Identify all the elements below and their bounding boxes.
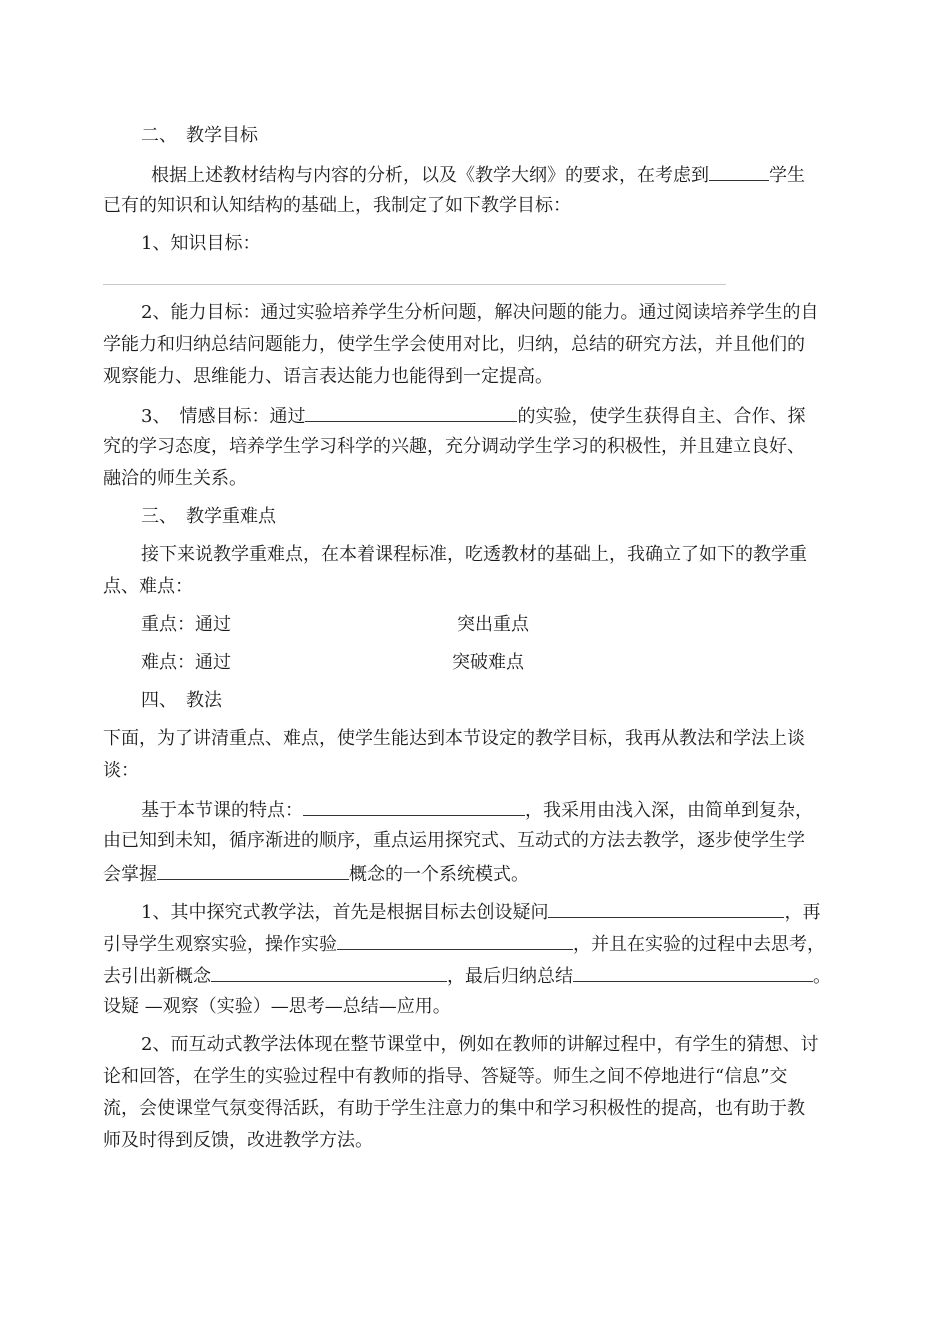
text: 基于本节课的特点： — [141, 800, 303, 821]
paragraph-line: 谈： — [103, 760, 139, 781]
fill-blank — [303, 798, 525, 816]
fill-blank — [548, 900, 784, 918]
fill-blank — [709, 163, 769, 181]
fill-blank — [337, 932, 573, 950]
fill-blank — [211, 964, 447, 982]
paragraph-line — [141, 900, 820, 924]
text: 引导学生观察实验，操作实验 — [103, 934, 337, 955]
difficulty-label: 难点：通过 — [141, 652, 231, 673]
focus-label: 重点：通过 — [141, 614, 231, 635]
fill-blank — [157, 862, 349, 880]
text: 1、其中探究式教学法，首先是根据目标去创设疑问 — [141, 902, 549, 923]
paragraph-line: 2、能力目标：通过实验培养学生分析问题，解决问题的能力。通过阅读培养学生的自 — [141, 302, 819, 323]
paragraph-line: 融洽的师生关系。 — [103, 468, 247, 489]
difficulty-tail: 突破难点 — [452, 652, 524, 673]
paragraph-line: 接下来说教学重难点，在本着课程标准，吃透教材的基础上，我确立了如下的教学重 — [141, 544, 807, 565]
text: 的实验，使学生获得自主、合作、探 — [517, 406, 806, 427]
section-heading-key-points: 三、 教学重难点 — [141, 506, 276, 527]
text: ，并且在实验的过程中去思考， — [573, 934, 825, 955]
knowledge-goal-label: 1、知识目标： — [141, 233, 261, 254]
fill-blank — [305, 404, 517, 422]
paragraph-line — [103, 932, 825, 956]
focus-tail: 突出重点 — [457, 614, 529, 635]
paragraph-line — [141, 404, 805, 428]
paragraph-line — [103, 862, 529, 886]
section-heading-method: 四、 教法 — [141, 690, 222, 711]
paragraph-line: 流，会使课堂气氛变得活跃，有助于学生注意力的集中和学习积极性的提高，也有助于教 — [103, 1098, 805, 1119]
blank-rule — [103, 284, 726, 285]
paragraph-line: 由已知到未知，循序渐进的顺序，重点运用探究式、互动式的方法去教学，逐步使学生学 — [103, 830, 805, 851]
paragraph-line: 点、难点： — [103, 576, 193, 597]
text: ，最后归纳总结 — [447, 966, 573, 987]
paragraph-line: 设疑 —观察（实验）—思考—总结—应用。 — [103, 996, 451, 1017]
text: 。 — [813, 966, 831, 987]
paragraph-line: 师及时得到反馈，改进教学方法。 — [103, 1130, 373, 1151]
paragraph-line: 2、而互动式教学法体现在整节课堂中，例如在教师的讲解过程中，有学生的猜想、讨 — [141, 1034, 819, 1055]
section-heading-teaching-goals: 二、 教学目标 — [141, 125, 258, 146]
paragraph-line — [103, 964, 831, 988]
paragraph-line: 下面，为了讲清重点、难点，使学生能达到本节设定的教学目标，我再从教法和学法上谈 — [103, 728, 805, 749]
paragraph-line: 学能力和归纳总结问题能力，使学生学会使用对比，归纳，总结的研究方法，并且他们的 — [103, 334, 805, 355]
paragraph-line — [151, 163, 805, 187]
paragraph-line: 观察能力、思维能力、语言表达能力也能得到一定提高。 — [103, 366, 553, 387]
paragraph-line: 究的学习态度，培养学生学习科学的兴趣，充分调动学生学习的积极性，并且建立良好、 — [103, 436, 805, 457]
text: ，再 — [784, 902, 821, 923]
paragraph-line: 论和回答，在学生的实验过程中有教师的指导、答疑等。师生之间不停地进行“信息”交 — [103, 1066, 788, 1087]
text: 去引出新概念 — [103, 966, 211, 987]
paragraph-line: 已有的知识和认知结构的基础上，我制定了如下教学目标： — [103, 195, 571, 216]
text: 根据上述教材结构与内容的分析，以及《教学大纲》的要求，在考虑到 — [151, 165, 709, 186]
text: 3、 情感目标：通过 — [141, 406, 306, 427]
paragraph-line — [141, 798, 813, 822]
text: 会掌握 — [103, 864, 157, 885]
text: ，我采用由浅入深，由简单到复杂， — [525, 800, 813, 821]
text: 概念的一个系统模式。 — [349, 864, 529, 885]
fill-blank — [573, 964, 813, 982]
text: 学生 — [769, 165, 805, 186]
